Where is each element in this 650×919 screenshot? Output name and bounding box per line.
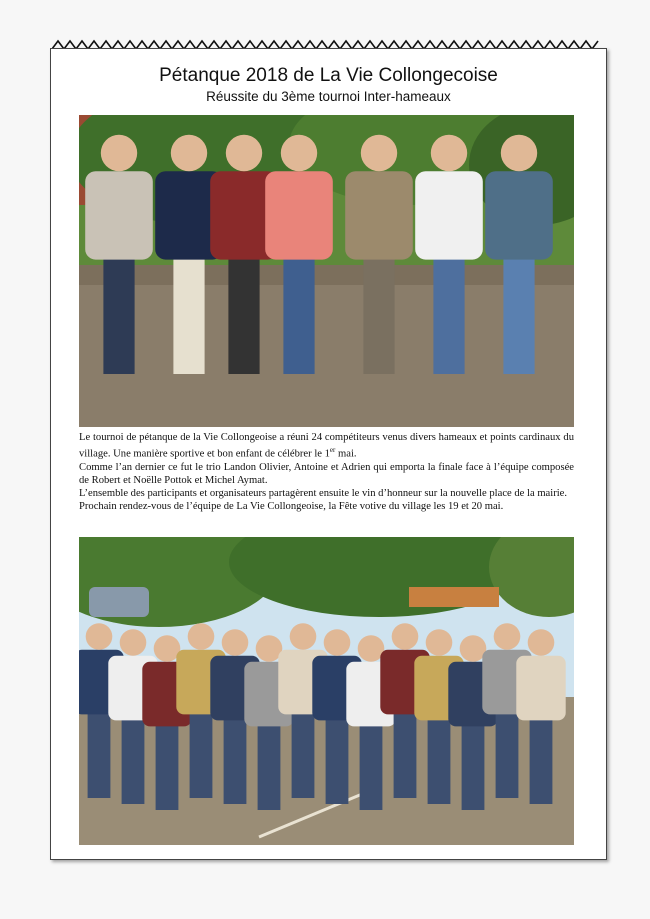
article-text [79, 431, 574, 513]
group-photo [79, 537, 574, 845]
page-subtitle: Réussite du 3ème tournoi Inter-hameaux [206, 89, 451, 104]
document-page [50, 48, 607, 860]
paragraph-1: Le tournoi de pétanque de la Vie Collongeoise a réuni 24 compétiteurs venus divers hameaux et points cardinaux du village. Une manière sportive et bon enfant de célébrer le 1er mai. [79, 432, 574, 460]
team-photo [79, 115, 574, 427]
paragraph-2: Comme l’an dernier ce fut le trio Landon Olivier, Antoine et Adrien qui emporta la finale face à l’équipe composée de Robert et Noëlle Pottok et Michel Aymat. [79, 461, 574, 486]
page-title: Pétanque 2018 de La Vie Collongecoise [159, 65, 498, 86]
paragraph-4: Prochain rendez-vous de l’équipe de La Vie Collongeoise, la Fête votive du village les 19 et 20 mai. [79, 500, 504, 512]
paragraph-3: L’ensemble des participants et organisateurs partagèrent ensuite le vin d’honneur sur la nouvelle place de la mairie. [79, 487, 568, 499]
